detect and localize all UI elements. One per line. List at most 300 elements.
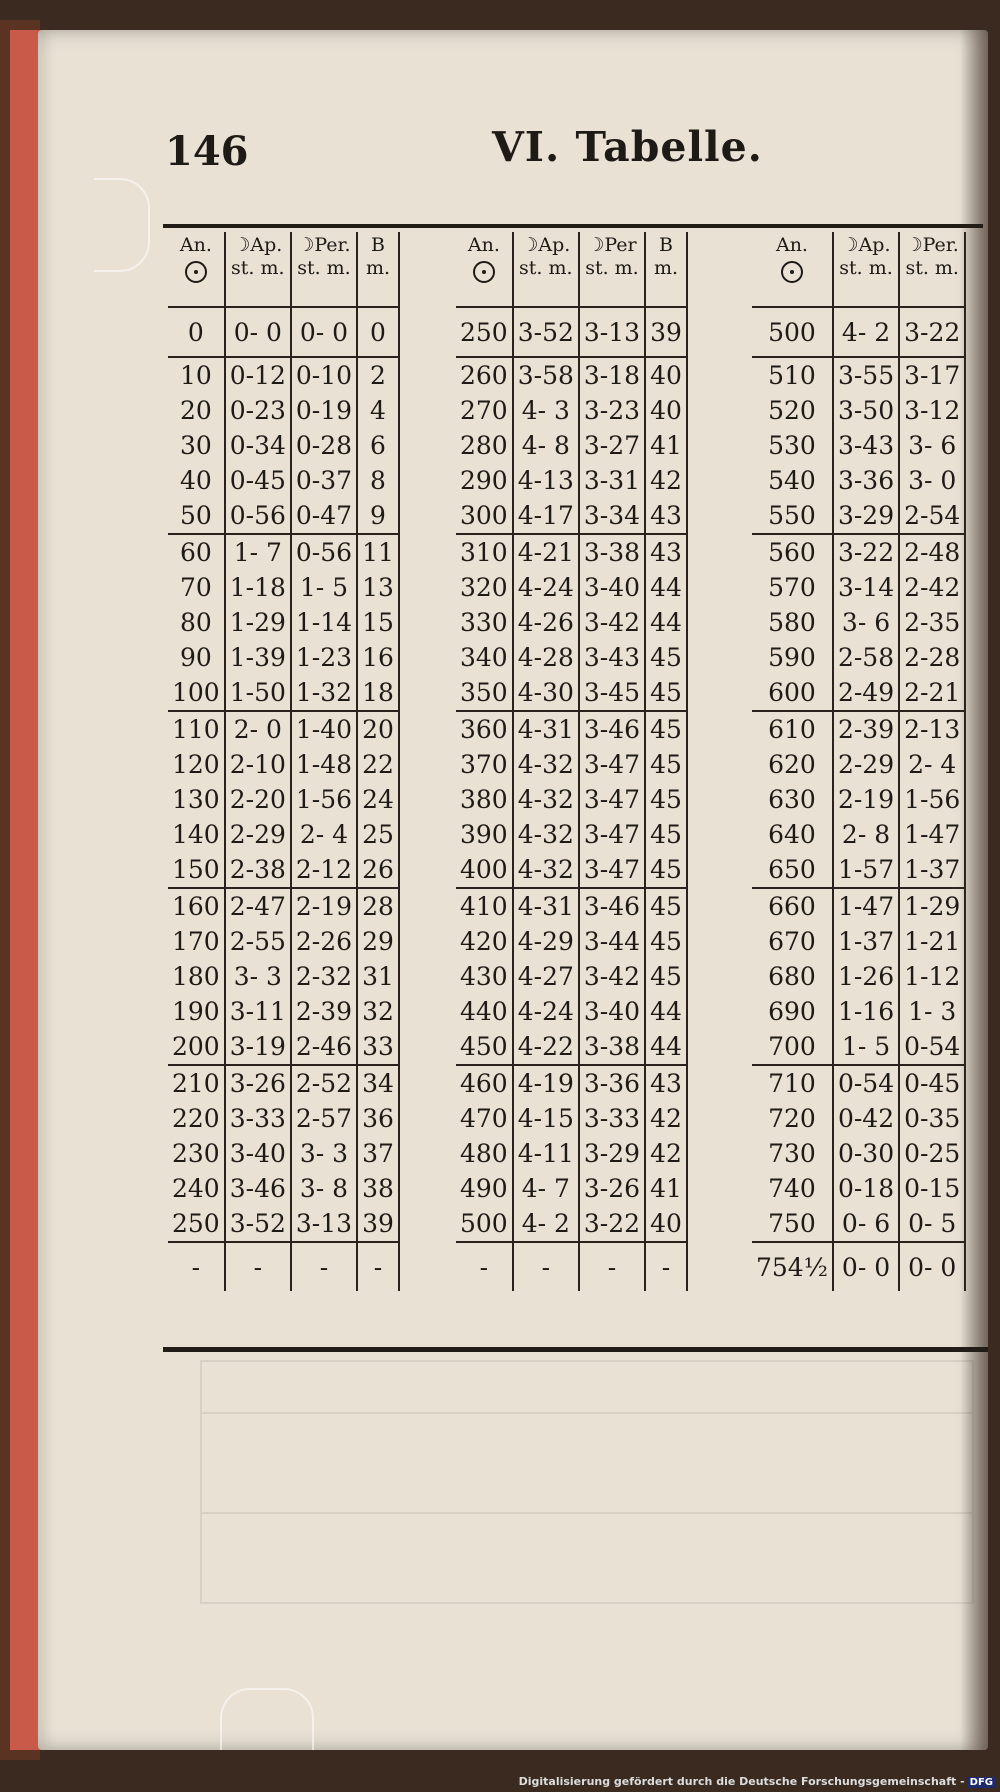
- table-row: [456, 994, 687, 1029]
- table-cell: 350: [456, 675, 513, 711]
- paper-clip-bottom: [220, 1688, 314, 1750]
- table-cell: 0- 5: [899, 1206, 965, 1242]
- table-row: [456, 852, 687, 888]
- table-cell: 3-55: [833, 357, 899, 393]
- page-number: 146: [165, 128, 249, 175]
- table-cell: 0-37: [291, 463, 357, 498]
- table-cell: 4-24: [513, 994, 579, 1029]
- table-cell: 520: [752, 393, 833, 428]
- table-cell: 120: [168, 747, 225, 782]
- table-cell: 3-19: [225, 1029, 291, 1065]
- column-header: [645, 232, 687, 307]
- column-header-label: ☽Per.: [905, 234, 959, 256]
- table-cell: 30: [168, 428, 225, 463]
- table-cell: 4-17: [513, 498, 579, 534]
- table-cell: 3-47: [579, 782, 645, 817]
- table-cell: 3-47: [579, 817, 645, 852]
- table-cell: 1-40: [291, 711, 357, 747]
- table-cell: 3-12: [899, 393, 965, 428]
- table-cell: 1-32: [291, 675, 357, 711]
- table-cell: 3-47: [579, 852, 645, 888]
- table-cell: 470: [456, 1101, 513, 1136]
- table-cell: 32: [357, 994, 399, 1029]
- table-cell: 25: [357, 817, 399, 852]
- table-cell: 3-44: [579, 924, 645, 959]
- table-cell: 41: [645, 428, 687, 463]
- table-row: [752, 498, 965, 534]
- table-cell: 39: [357, 1206, 399, 1242]
- table-cell: 260: [456, 357, 513, 393]
- table-cell: 210: [168, 1065, 225, 1101]
- table-cell: 330: [456, 605, 513, 640]
- table-cell: 640: [752, 817, 833, 852]
- table-cell: 1-56: [899, 782, 965, 817]
- table-cell: 26: [357, 852, 399, 888]
- table-cell: 570: [752, 570, 833, 605]
- table-row: [752, 428, 965, 463]
- column-header: [225, 232, 291, 307]
- table-row: [456, 924, 687, 959]
- table-cell: 39: [645, 307, 687, 357]
- table-cell: 11: [357, 534, 399, 570]
- table-cell: 3-52: [225, 1206, 291, 1242]
- table-cell: 45: [645, 817, 687, 852]
- table-cell: 560: [752, 534, 833, 570]
- table-cell: 2-39: [291, 994, 357, 1029]
- table-cell: 1-37: [899, 852, 965, 888]
- table-cell: 4-32: [513, 747, 579, 782]
- column-header: [752, 232, 833, 307]
- table-cell: 0-54: [833, 1065, 899, 1101]
- table-cell: 1-16: [833, 994, 899, 1029]
- table-cell: 45: [645, 640, 687, 675]
- column-header: [291, 232, 357, 307]
- table-cell: 0: [168, 307, 225, 357]
- table-row: [168, 817, 399, 852]
- table-row: [168, 959, 399, 994]
- table-cell: 0-34: [225, 428, 291, 463]
- table-cell: 3-34: [579, 498, 645, 534]
- table-cell: 4- 8: [513, 428, 579, 463]
- table-cell: 3- 0: [899, 463, 965, 498]
- column-unit-label: st. m.: [519, 257, 573, 279]
- table-cell: 0-42: [833, 1101, 899, 1136]
- table-cell: 2-57: [291, 1101, 357, 1136]
- table-cell: -: [168, 1242, 225, 1291]
- table-cell: 43: [645, 498, 687, 534]
- page-title: VI. Tabelle.: [492, 123, 763, 171]
- table-row: [752, 1171, 965, 1206]
- table-cell: 20: [168, 393, 225, 428]
- table-block-2: [456, 232, 688, 1291]
- table-row: [752, 675, 965, 711]
- table-cell: 2-46: [291, 1029, 357, 1065]
- table-cell: 0-45: [225, 463, 291, 498]
- table-cell: 2-20: [225, 782, 291, 817]
- table-row: [168, 994, 399, 1029]
- table-cell: 3-36: [833, 463, 899, 498]
- table-cell: 42: [645, 1101, 687, 1136]
- table-cell: 1-47: [833, 888, 899, 924]
- table-cell: 45: [645, 711, 687, 747]
- table-row: [456, 817, 687, 852]
- table-cell: 18: [357, 675, 399, 711]
- table-cell: 2-58: [833, 640, 899, 675]
- table-cell: 500: [752, 307, 833, 357]
- table-cell: 60: [168, 534, 225, 570]
- table-row: [456, 1065, 687, 1101]
- table-cell: 700: [752, 1029, 833, 1065]
- table-cell: 4-13: [513, 463, 579, 498]
- table-cell: 3-11: [225, 994, 291, 1029]
- table-cell: 670: [752, 924, 833, 959]
- table-row: [456, 640, 687, 675]
- table-row: [168, 711, 399, 747]
- table-cell: 28: [357, 888, 399, 924]
- column-unit-label: st. m.: [231, 257, 285, 279]
- table-cell: 24: [357, 782, 399, 817]
- table-cell: 3-22: [899, 307, 965, 357]
- table-cell: 40: [645, 393, 687, 428]
- table-cell: 4-22: [513, 1029, 579, 1065]
- table-cell: 0-47: [291, 498, 357, 534]
- table-cell: 410: [456, 888, 513, 924]
- table-cell: 2-38: [225, 852, 291, 888]
- table-cell: 2-35: [899, 605, 965, 640]
- sun-symbol-icon: [473, 261, 495, 283]
- table-row: [168, 1101, 399, 1136]
- table-row: [456, 1242, 687, 1291]
- table-cell: 2-29: [225, 817, 291, 852]
- table-cell: 40: [168, 463, 225, 498]
- table-cell: 140: [168, 817, 225, 852]
- column-header: [899, 232, 965, 307]
- table-cell: 3-46: [579, 888, 645, 924]
- table-cell: 10: [168, 357, 225, 393]
- table-cell: 2-52: [291, 1065, 357, 1101]
- table-cell: 290: [456, 463, 513, 498]
- table-cell: 190: [168, 994, 225, 1029]
- table-cell: 3-26: [579, 1171, 645, 1206]
- table-cell: 29: [357, 924, 399, 959]
- table-cell: -: [645, 1242, 687, 1291]
- table-cell: 4-32: [513, 852, 579, 888]
- table-cell: 4-32: [513, 782, 579, 817]
- table-cell: 80: [168, 605, 225, 640]
- table-row: [752, 1029, 965, 1065]
- table-cell: 440: [456, 994, 513, 1029]
- table-row: [168, 428, 399, 463]
- table-cell: 110: [168, 711, 225, 747]
- table-cell: 150: [168, 852, 225, 888]
- table-block-3: [752, 232, 966, 1291]
- table-row: [752, 924, 965, 959]
- table-header-row: [168, 232, 399, 307]
- dfg-logo: DFG: [967, 1777, 996, 1788]
- table-cell: 480: [456, 1136, 513, 1171]
- table-row: [456, 747, 687, 782]
- table-cell: -: [225, 1242, 291, 1291]
- table-row: [752, 817, 965, 852]
- table-cell: 3-46: [225, 1171, 291, 1206]
- table-row: [168, 675, 399, 711]
- table-top-rule: [163, 224, 983, 228]
- table-row: [168, 534, 399, 570]
- table-cell: 3-47: [579, 747, 645, 782]
- table-cell: 43: [645, 1065, 687, 1101]
- table-row: [456, 675, 687, 711]
- table-cell: 3- 3: [225, 959, 291, 994]
- table-cell: 2-10: [225, 747, 291, 782]
- table-cell: 15: [357, 605, 399, 640]
- table-cell: 340: [456, 640, 513, 675]
- table-row: [456, 307, 687, 357]
- table-cell: 550: [752, 498, 833, 534]
- table-row: [752, 888, 965, 924]
- table-row: [456, 711, 687, 747]
- column-unit-label: st. m.: [297, 257, 351, 279]
- table-cell: 0-30: [833, 1136, 899, 1171]
- table-cell: 20: [357, 711, 399, 747]
- table-cell: 0-56: [291, 534, 357, 570]
- table-row: [168, 640, 399, 675]
- table-cell: 620: [752, 747, 833, 782]
- table-cell: 2-49: [833, 675, 899, 711]
- table-cell: 3- 6: [833, 605, 899, 640]
- table-cell: 400: [456, 852, 513, 888]
- table-row: [456, 1136, 687, 1171]
- table-cell: 1-23: [291, 640, 357, 675]
- column-header-label: ☽Ap.: [233, 234, 283, 256]
- sun-symbol-icon: [185, 261, 207, 283]
- table-cell: 3-40: [225, 1136, 291, 1171]
- table-row: [752, 782, 965, 817]
- table-cell: 2-21: [899, 675, 965, 711]
- table-cell: 4-29: [513, 924, 579, 959]
- table-row: [752, 307, 965, 357]
- table-row: [752, 959, 965, 994]
- table-cell: 2-39: [833, 711, 899, 747]
- table-cell: 38: [357, 1171, 399, 1206]
- table-row: [752, 1206, 965, 1242]
- table-row: [168, 1171, 399, 1206]
- table-cell: 0-12: [225, 357, 291, 393]
- table-cell: 1-21: [899, 924, 965, 959]
- table-cell: 130: [168, 782, 225, 817]
- table-row: [752, 994, 965, 1029]
- table-row: [456, 357, 687, 393]
- table-cell: 430: [456, 959, 513, 994]
- table-cell: 22: [357, 747, 399, 782]
- column-header-label: B: [658, 234, 673, 256]
- table-cell: 710: [752, 1065, 833, 1101]
- column-header-label: ☽Per: [587, 234, 637, 256]
- value-table: [752, 232, 966, 1291]
- table-cell: 1-39: [225, 640, 291, 675]
- table-cell: 2-19: [291, 888, 357, 924]
- table-cell: 0-19: [291, 393, 357, 428]
- table-cell: 390: [456, 817, 513, 852]
- table-row: [456, 570, 687, 605]
- table-cell: 3-40: [579, 570, 645, 605]
- digitization-credit: [519, 1775, 996, 1788]
- table-cell: -: [357, 1242, 399, 1291]
- table-cell: 3-42: [579, 605, 645, 640]
- table-cell: 45: [645, 852, 687, 888]
- table-row: [752, 534, 965, 570]
- table-row: [168, 393, 399, 428]
- table-row: [168, 307, 399, 357]
- table-cell: 42: [645, 463, 687, 498]
- paper-clip-marker: [94, 178, 150, 272]
- table-cell: 160: [168, 888, 225, 924]
- table-cell: -: [579, 1242, 645, 1291]
- table-cell: 740: [752, 1171, 833, 1206]
- table-row: [168, 1136, 399, 1171]
- table-cell: 2-54: [899, 498, 965, 534]
- table-cell: 4-21: [513, 534, 579, 570]
- table-row: [168, 1065, 399, 1101]
- table-cell: 280: [456, 428, 513, 463]
- table-row: [456, 605, 687, 640]
- table-cell: 750: [752, 1206, 833, 1242]
- table-cell: 50: [168, 498, 225, 534]
- column-unit-label: m.: [365, 257, 390, 279]
- column-header: [513, 232, 579, 307]
- table-cell: 450: [456, 1029, 513, 1065]
- table-cell: 4-32: [513, 817, 579, 852]
- table-cell: 310: [456, 534, 513, 570]
- sun-symbol-icon: [781, 261, 803, 283]
- table-cell: 45: [645, 782, 687, 817]
- table-cell: 4-28: [513, 640, 579, 675]
- table-cell: 4-15: [513, 1101, 579, 1136]
- table-row: [752, 463, 965, 498]
- table-cell: 4-31: [513, 711, 579, 747]
- table-cell: 420: [456, 924, 513, 959]
- table-cell: 16: [357, 640, 399, 675]
- table-row: [168, 570, 399, 605]
- table-cell: 3-52: [513, 307, 579, 357]
- table-cell: 2- 0: [225, 711, 291, 747]
- table-cell: 3-58: [513, 357, 579, 393]
- table-cell: 0-45: [899, 1065, 965, 1101]
- column-header-label: An.: [775, 234, 808, 256]
- table-cell: 3-22: [579, 1206, 645, 1242]
- table-cell: 40: [645, 357, 687, 393]
- table-cell: 4-19: [513, 1065, 579, 1101]
- column-header-label: ☽Ap.: [841, 234, 891, 256]
- table-cell: 2-55: [225, 924, 291, 959]
- table-cell: 4: [357, 393, 399, 428]
- table-cell: 45: [645, 959, 687, 994]
- table-row: [752, 640, 965, 675]
- table-cell: 45: [645, 924, 687, 959]
- table-cell: 2-26: [291, 924, 357, 959]
- table-cell: 1-47: [899, 817, 965, 852]
- table-row: [168, 852, 399, 888]
- table-cell: 370: [456, 747, 513, 782]
- table-cell: 3-33: [225, 1101, 291, 1136]
- table-cell: 100: [168, 675, 225, 711]
- table-row: [752, 852, 965, 888]
- table-cell: 240: [168, 1171, 225, 1206]
- column-header-label: ☽Per.: [297, 234, 351, 256]
- table-cell: 3-46: [579, 711, 645, 747]
- column-unit-label: m.: [653, 257, 678, 279]
- table-cell: 3-14: [833, 570, 899, 605]
- table-cell: 0-15: [899, 1171, 965, 1206]
- table-cell: 3-33: [579, 1101, 645, 1136]
- table-cell: 510: [752, 357, 833, 393]
- table-cell: 2-47: [225, 888, 291, 924]
- table-bottom-rule: [163, 1347, 988, 1352]
- table-row: [456, 1171, 687, 1206]
- table-row: [168, 747, 399, 782]
- table-cell: 90: [168, 640, 225, 675]
- table-cell: 0- 0: [225, 307, 291, 357]
- table-row: [752, 747, 965, 782]
- table-cell: 320: [456, 570, 513, 605]
- table-row: [456, 1029, 687, 1065]
- table-cell: 3-13: [579, 307, 645, 357]
- table-row: [168, 782, 399, 817]
- table-cell: 31: [357, 959, 399, 994]
- table-cell: 530: [752, 428, 833, 463]
- table-row: [168, 357, 399, 393]
- table-row: [456, 1101, 687, 1136]
- table-row: [456, 463, 687, 498]
- table-cell: 0-23: [225, 393, 291, 428]
- table-cell: 44: [645, 994, 687, 1029]
- table-row: [456, 782, 687, 817]
- credit-text: Digitalisierung gefördert durch die Deutsche Forschungsgemeinschaft -: [518, 1775, 965, 1788]
- table-cell: 3-36: [579, 1065, 645, 1101]
- table-cell: 1-18: [225, 570, 291, 605]
- value-table: [168, 232, 400, 1291]
- column-header-label: ☽Ap.: [521, 234, 571, 256]
- table-header-row: [752, 232, 965, 307]
- table-cell: 3-23: [579, 393, 645, 428]
- table-row: [752, 357, 965, 393]
- table-cell: 600: [752, 675, 833, 711]
- table-cell: 730: [752, 1136, 833, 1171]
- table-cell: 9: [357, 498, 399, 534]
- table-row: [752, 711, 965, 747]
- table-cell: 0-18: [833, 1171, 899, 1206]
- table-cell: 3-26: [225, 1065, 291, 1101]
- column-header-label: An.: [179, 234, 212, 256]
- table-row: [456, 534, 687, 570]
- table-cell: -: [456, 1242, 513, 1291]
- table-cell: 220: [168, 1101, 225, 1136]
- table-row: [456, 498, 687, 534]
- table-cell: 1-50: [225, 675, 291, 711]
- table-cell: 2-28: [899, 640, 965, 675]
- table-cell: 680: [752, 959, 833, 994]
- table-cell: 1-29: [225, 605, 291, 640]
- table-cell: 2-48: [899, 534, 965, 570]
- table-header-row: [456, 232, 687, 307]
- table-cell: 3-31: [579, 463, 645, 498]
- table-cell: 500: [456, 1206, 513, 1242]
- table-block-1: [168, 232, 400, 1291]
- table-cell: 45: [645, 747, 687, 782]
- table-cell: 250: [168, 1206, 225, 1242]
- table-row: [752, 605, 965, 640]
- table-cell: 2-29: [833, 747, 899, 782]
- table-cell: 360: [456, 711, 513, 747]
